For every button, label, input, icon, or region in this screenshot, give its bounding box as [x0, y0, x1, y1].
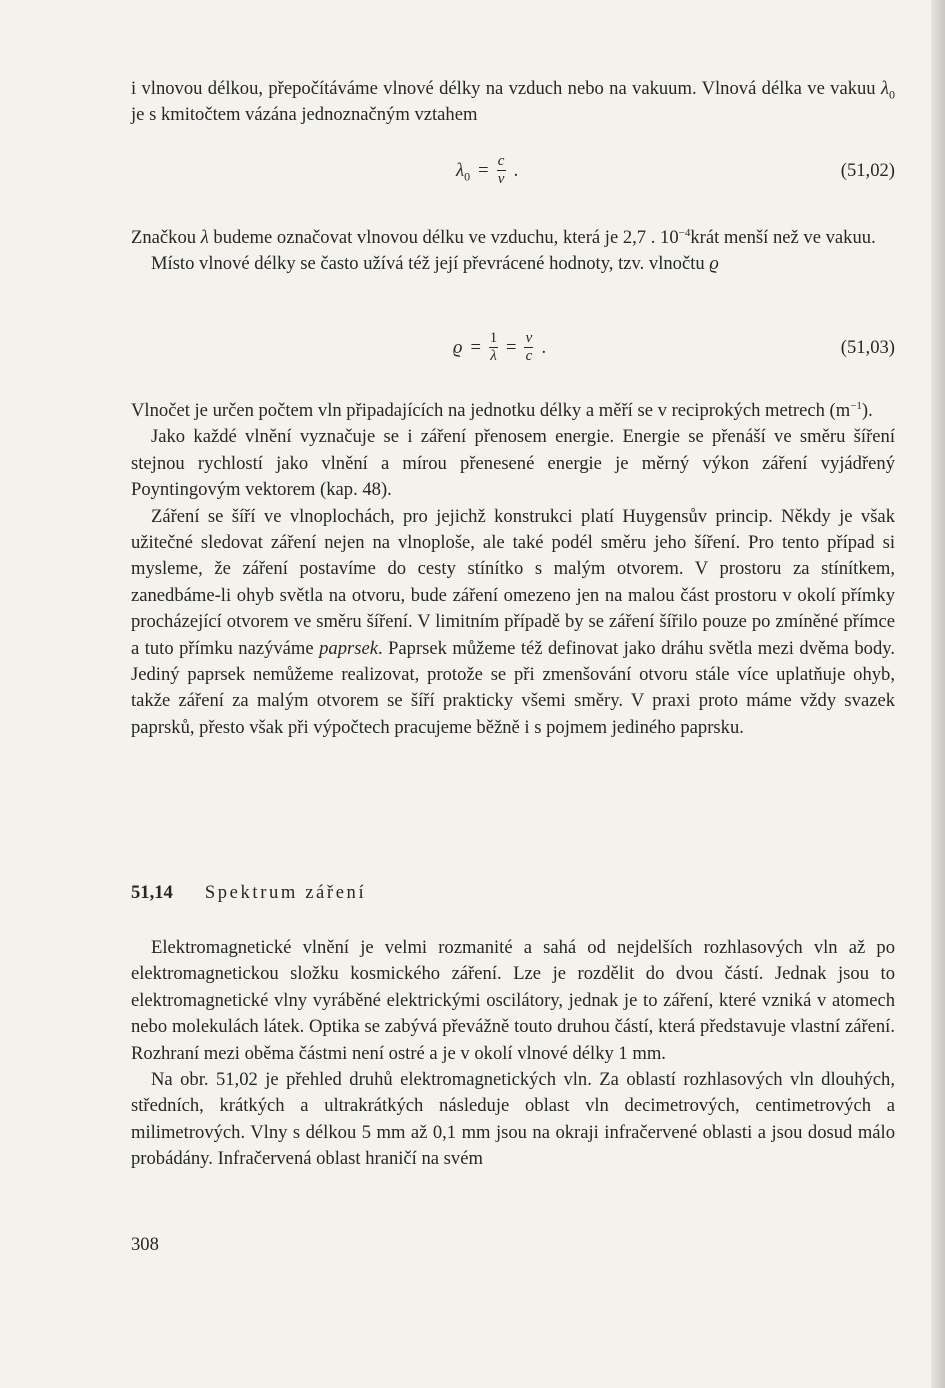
- denominator: λ: [490, 348, 497, 364]
- paragraph-lambda-air: [131, 225, 895, 278]
- text-run: Značkou: [131, 227, 201, 248]
- section-number: 51,14: [131, 882, 173, 903]
- text-run: je s kmitočtem vázána jednoznačným vztahem: [131, 104, 478, 126]
- eq-equals: =: [505, 336, 517, 358]
- paragraph-energy: Jako každé vlnění vyznačuje se i záření přenosem energie. Energie se přenáší ve směru šíření stejnou rychlostí jako vlnění a mírou přenesené energie je měrný výkon záření vyjádřený Poyntingovým vektorem (kap. 48).: [131, 426, 895, 501]
- page-number: 308: [131, 1234, 159, 1255]
- eq-lhs: ϱ: [453, 336, 463, 358]
- subscript: 0: [889, 87, 895, 102]
- rho-symbol: ϱ: [709, 253, 719, 275]
- fraction-1-over-lambda: [489, 330, 498, 365]
- paragraph-vacuum-wavelength: [131, 76, 895, 129]
- text-run: Záření se šíří ve vlnoplochách, pro jejichž konstrukci platí Huygensův princip. Někdy je však užitečné sledovat záření nejen na vlnoploše, ale také podél směru jeho šíření. Pro tento případ si mysleme, že záření postavíme do cesty stínítko s malým otvorem. V prostoru za stínítkem, zanedbáme-li ohyb světla na otvoru, bude záření omezeno jen na malou část prostoru v okolí přímky procházející otvorem ve směru šíření. V limitním případě by se záření šířilo pouze po zmíněné přímce a tuto přímku nazýváme: [131, 505, 895, 659]
- paragraph-ray: [131, 504, 895, 742]
- text-run: budeme označovat vlnovou délku ve vzduchu, která je 2,7 . 10: [208, 227, 679, 248]
- eq-equals: =: [478, 159, 489, 181]
- paragraph-spectrum-intro: Elektromagnetické vlnění je velmi rozmanité a sahá od nejdelších rozhlasových vln až po elektromagnetickou složku kosmického záření. Lze je rozdělit do dvou částí. Jednak jsou to elektromagnetické vlny vyráběné elektrickými oscilátory, jednak je to záření, které vzniká v atomech nebo molekulách látek. Optika se zabývá převážně touto druhou částí, která představuje vlastní záření. Rozhraní mezi oběma částmi není ostré a je v okolí vlnové délky 1 mm.: [131, 937, 895, 1064]
- denominator: ν: [497, 171, 505, 187]
- superscript: −4: [678, 226, 691, 239]
- superscript: −1: [850, 399, 862, 412]
- text-run: i vlnovou délkou, přepočítáváme vlnové délky na vzduch nebo na vakuum. Vlnová délka ve vakuu: [131, 78, 881, 99]
- equation-51-03: [131, 322, 895, 380]
- page-gutter-shadow: [931, 0, 945, 1388]
- text-run: Místo vlnové délky se často užívá též její převrácené hodnoty, tzv. vlnočtu: [151, 253, 710, 275]
- eq-dot: .: [541, 336, 547, 358]
- section-title: Spektrum záření: [204, 882, 367, 903]
- eq-subscript: 0: [464, 169, 471, 184]
- text-run: krát menší než ve vakuu.: [690, 227, 876, 248]
- numerator: 1: [489, 330, 498, 346]
- paragraph-spectrum-overview: Na obr. 51,02 je přehled druhů elektromagnetických vln. Za oblastí rozhlasových vln dlouhých, středních, krátkých a ultrakrátkých následuje oblast vln decimetrových, centimetrových a milimetrových. Vlny s délkou 5 mm až 0,1 mm jsou na okraji infračervené oblasti a jsou dosud málo probádány. Infračervená oblast hraničí na svém: [131, 1069, 895, 1170]
- text-run: ).: [861, 400, 873, 421]
- equation-51-02: [131, 145, 895, 203]
- eq-equals: =: [470, 336, 481, 358]
- fraction-nu-over-c: [524, 330, 533, 365]
- emphasis: paprsek: [319, 637, 378, 659]
- denominator: c: [525, 348, 533, 364]
- lambda-symbol: λ: [200, 227, 209, 248]
- text-run: . Paprsek můžeme též definovat jako dráhu světla mezi dvěma body. Jediný paprsek nemůžeme realizovat, protože se při zmenšování otvoru stále více uplatňuje ohyb, takže záření za malým otvorem se šíří prakticky všemi směry. V praxi proto máme vždy svazek paprsků, přesto však při výpočtech pracujeme běžně i s pojmem jediného paprsku.: [131, 637, 895, 738]
- numerator: c: [497, 153, 505, 169]
- section-heading: [131, 882, 366, 904]
- section-body: [131, 935, 895, 1173]
- lambda-symbol: λ: [880, 78, 889, 99]
- paragraph-wavenumber: [131, 398, 895, 741]
- fraction-c-over-nu: [497, 153, 506, 188]
- eq-lhs: λ: [456, 159, 465, 181]
- equation-number: (51,03): [840, 337, 895, 358]
- equation-number: (51,02): [840, 160, 895, 181]
- eq-dot: .: [513, 159, 519, 181]
- numerator: ν: [525, 330, 533, 346]
- text-run: Vlnočet je určen počtem vln připadajících na jednotku délky a měří se v reciprokých metrech (m: [131, 400, 851, 421]
